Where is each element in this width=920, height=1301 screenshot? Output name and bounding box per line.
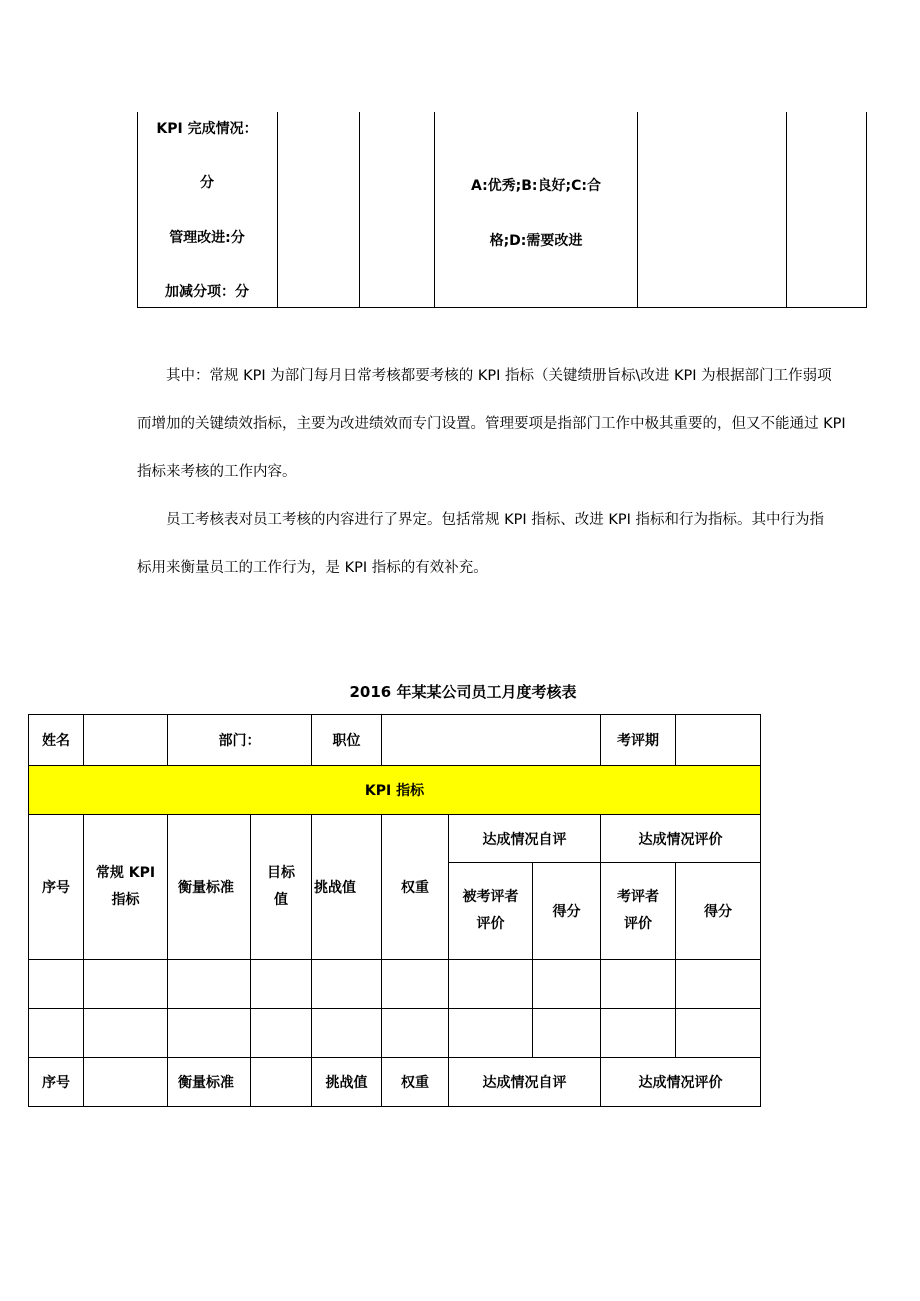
regular-kpi-header [84,815,168,960]
table-row [29,715,761,766]
empty-cell[interactable] [601,960,676,1009]
appraisal-table [28,714,761,1107]
empty-cell[interactable] [382,1009,449,1058]
standard-header: 衡量标准 [168,815,251,960]
standard-label: 衡量标准 [168,1058,251,1107]
paragraph-line: 员工考核表对员工考核的内容进行了界定。包括常规 KPI 指标、改进 KPI 指标和行为指标。其中行为指 [166,512,824,528]
table-row [29,815,761,863]
challenge-header: 挑战值 [312,815,382,960]
header-line: 指标 [111,892,140,908]
empty-cell[interactable] [449,960,533,1009]
empty-cell[interactable] [84,960,168,1009]
eval-label: 达成情况评价 [601,1058,761,1107]
self-score-header: 得分 [533,863,601,960]
kpi-score-label: 分 [200,175,214,191]
period-label: 考评期 [601,715,676,766]
name-label: 姓名 [29,715,84,766]
header-line: 评价 [476,916,505,932]
assessor-eval-header [601,863,676,960]
table-row [29,766,761,815]
target-header [251,815,312,960]
empty-cell[interactable] [84,1058,168,1107]
paragraph-line: 其中：常规 KPI 为部门每月日常考核都要考核的 KPI 指标（关键绩册旨标\改进 KPI 为根据部门工作弱项 [166,368,832,384]
empty-cell[interactable] [312,1009,382,1058]
weight-header: 权重 [382,815,449,960]
paragraph-line: 而增加的关键绩效指标，主要为改进绩效而专门设置。管理要项是指部门工作中极其重要的，但又不能通过 KPI [137,416,846,432]
grade-scale-line1: A:优秀;B:良好;C:合 [470,178,602,194]
department-label: 部门： [168,715,312,766]
paragraph-line: 标用来衡量员工的工作行为，是 KPI 指标的有效补充。 [137,560,488,576]
empty-cell[interactable] [676,960,761,1009]
self-eval-label: 达成情况自评 [449,1058,601,1107]
self-eval-header: 达成情况自评 [449,815,601,863]
table-title: 2016 年某某公司员工月度考核表 [349,683,577,701]
empty-cell[interactable] [251,1058,312,1107]
empty-cell[interactable] [29,960,84,1009]
management-improvement-label: 管理改进:分 [169,230,245,246]
challenge-label: 挑战值 [312,1058,382,1107]
header-line: 常规 KPI [95,865,156,881]
kpi-completion-label: KPI 完成情况： [156,121,258,137]
empty-cell[interactable] [533,960,601,1009]
weight-label: 权重 [382,1058,449,1107]
empty-cell[interactable] [449,1009,533,1058]
assessor-score-header: 得分 [676,863,761,960]
empty-cell[interactable] [84,1009,168,1058]
assessee-eval-header [449,863,533,960]
header-line: 考评者 [617,889,660,905]
bonus-deduction-label: 加减分项：分 [165,284,249,300]
seq-header: 序号 [29,815,84,960]
name-value-cell[interactable] [84,715,168,766]
empty-cell[interactable] [601,1009,676,1058]
empty-cell[interactable] [168,960,251,1009]
table-row [29,1058,761,1107]
empty-cell[interactable] [251,960,312,1009]
empty-cell[interactable] [533,1009,601,1058]
header-line: 评价 [624,916,653,932]
position-value-cell[interactable] [382,715,601,766]
empty-cell[interactable] [29,1009,84,1058]
table-row [29,1009,761,1058]
empty-cell[interactable] [382,960,449,1009]
grade-scale-line2: 格;D:需要改进 [489,233,583,249]
kpi-section-header: KPI 指标 [29,766,761,815]
table-row [29,960,761,1009]
seq-label: 序号 [29,1058,84,1107]
eval-header: 达成情况评价 [601,815,761,863]
empty-cell[interactable] [168,1009,251,1058]
header-line: 值 [274,892,288,908]
position-label: 职位 [312,715,382,766]
paragraph-kpi-explanation [137,352,877,592]
empty-cell[interactable] [251,1009,312,1058]
header-line: 目标 [267,865,295,881]
header-line: 被考评者 [462,889,519,905]
empty-cell[interactable] [312,960,382,1009]
empty-cell[interactable] [676,1009,761,1058]
paragraph-line: 指标来考核的工作内容。 [137,464,297,480]
period-value-cell[interactable] [676,715,761,766]
